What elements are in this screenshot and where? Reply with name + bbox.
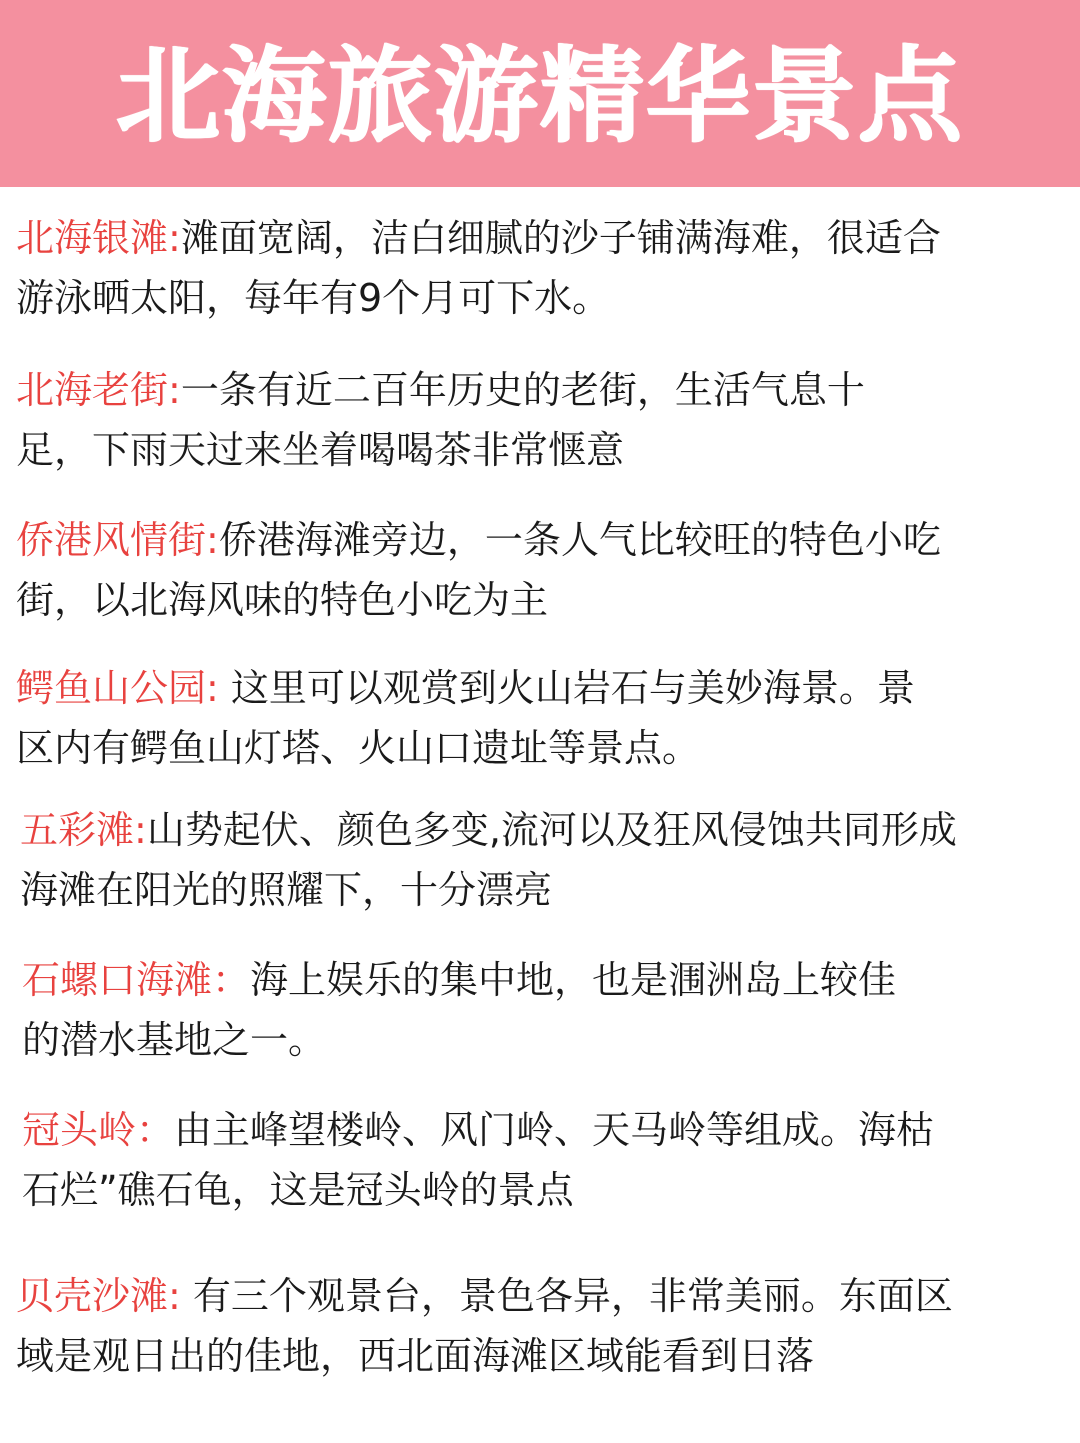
spot-description: 滩面宽阔，洁白细腻的沙子铺满海难，很适合 xyxy=(180,216,941,260)
spot-line-1 xyxy=(16,208,941,268)
spot-line-1 xyxy=(16,360,865,420)
spot-name: 五彩滩: xyxy=(20,808,147,852)
spot-line-2: 的潜水基地之一。 xyxy=(22,1018,327,1062)
spot-description: 由主峰望楼岭、风门岭、天马岭等组成。海枯 xyxy=(174,1108,935,1152)
spot-entry-guantou-ridge xyxy=(22,1100,934,1220)
page-title: 北海旅游精华景点 xyxy=(115,34,964,157)
spot-name: 冠头岭： xyxy=(22,1108,175,1152)
spot-entry-beihai-silver-beach xyxy=(16,208,941,328)
spot-line-2: 游泳晒太阳，每年有9个月可下水。 xyxy=(16,276,611,320)
spot-line-2: 街，以北海风味的特色小吃为主 xyxy=(16,578,549,622)
spot-name: 鳄鱼山公园: xyxy=(16,666,219,710)
spot-line-1 xyxy=(20,800,957,860)
spot-name: 贝壳沙滩: xyxy=(16,1274,181,1318)
spot-line-2: 石烂”礁石龟，这是冠头岭的景点 xyxy=(22,1168,574,1212)
spot-line-1 xyxy=(22,1100,934,1160)
spot-description: 山势起伏、颜色多变,流河以及狂风侵蚀共同形成 xyxy=(146,808,957,852)
spot-entry-shiluokou-beach xyxy=(22,950,896,1070)
spot-line-1 xyxy=(22,950,896,1010)
spot-name: 侨港风情街: xyxy=(16,518,219,562)
spot-line-2: 区内有鳄鱼山灯塔、火山口遗址等景点。 xyxy=(16,726,701,770)
spot-description: 一条有近二百年历史的老街，生活气息十 xyxy=(180,368,865,412)
spot-line-1 xyxy=(16,510,941,570)
spot-description: 有三个观景台，景色各异，非常美丽。东面区 xyxy=(180,1274,953,1318)
spot-description: 这里可以观赏到火山岩石与美妙海景。景 xyxy=(218,666,915,710)
spot-entry-qiaogang-street xyxy=(16,510,941,630)
spot-entry-shell-beach xyxy=(16,1266,953,1386)
spot-description: 侨港海滩旁边，一条人气比较旺的特色小吃 xyxy=(218,518,941,562)
spot-line-1 xyxy=(16,658,915,718)
spot-description: 海上娱乐的集中地，也是涠洲岛上较佳 xyxy=(250,958,897,1002)
spot-name: 北海老街: xyxy=(16,368,181,412)
spot-entry-beihai-old-street xyxy=(16,360,865,480)
spot-line-2: 域是观日出的佳地，西北面海滩区域能看到日落 xyxy=(16,1334,815,1378)
spot-name: 石螺口海滩： xyxy=(22,958,251,1002)
title-banner xyxy=(0,0,1080,187)
spot-line-1 xyxy=(16,1266,953,1326)
spot-line-2: 足，下雨天过来坐着喝喝茶非常惬意 xyxy=(16,428,625,472)
spot-entry-wucai-beach xyxy=(20,800,957,920)
spot-entry-crocodile-mountain-park xyxy=(16,658,915,778)
spot-line-2: 海滩在阳光的照耀下，十分漂亮 xyxy=(20,868,553,912)
spot-name: 北海银滩: xyxy=(16,216,181,260)
